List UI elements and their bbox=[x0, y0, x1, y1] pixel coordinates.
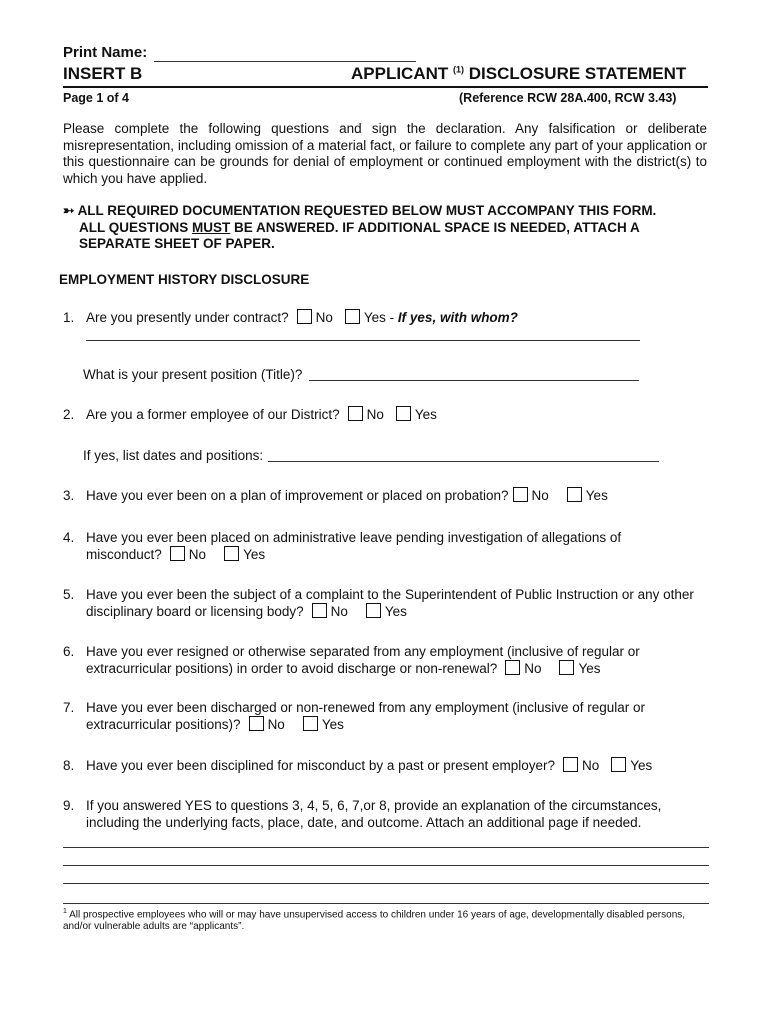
q7-no-checkbox[interactable] bbox=[249, 716, 264, 731]
question-text: If yes, list dates and positions: bbox=[83, 448, 264, 463]
notice-block bbox=[63, 203, 656, 253]
question-number: 9. bbox=[63, 798, 75, 813]
question-number: 6. bbox=[63, 644, 75, 659]
no-label: No bbox=[524, 661, 542, 676]
print-name-label: Print Name: bbox=[63, 44, 148, 61]
question-number: 3. bbox=[63, 488, 75, 503]
question-text-cont: extracurricular positions)? bbox=[86, 717, 241, 732]
section-title: EMPLOYMENT HISTORY DISCLOSURE bbox=[59, 272, 310, 287]
question-1b bbox=[83, 366, 302, 383]
yes-label: Yes bbox=[321, 717, 344, 732]
q3-no-checkbox[interactable] bbox=[513, 487, 528, 502]
notice-line2a: ALL QUESTIONS bbox=[79, 219, 193, 235]
q3-yes-checkbox[interactable] bbox=[567, 487, 582, 502]
no-label: No bbox=[315, 310, 333, 325]
q8-yes-checkbox[interactable] bbox=[611, 757, 626, 772]
question-text-cont: including the underlying facts, place, date, and outcome. Attach an additional page if needed. bbox=[86, 815, 642, 830]
question-text: What is your present position (Title)? bbox=[83, 367, 303, 382]
q8-no-checkbox[interactable] bbox=[563, 757, 578, 772]
question-text: Have you ever been the subject of a complaint to the Superintendent of Public Instruction or any other bbox=[86, 587, 694, 602]
q5-no-checkbox[interactable] bbox=[312, 603, 327, 618]
no-label: No bbox=[188, 547, 207, 562]
question-2b bbox=[83, 447, 263, 464]
footnote-mark: 1 bbox=[63, 908, 67, 915]
yes-label: Yes bbox=[578, 661, 601, 676]
q7-yes-checkbox[interactable] bbox=[303, 716, 318, 731]
question-text-cont: disciplinary board or licensing body? bbox=[86, 604, 304, 619]
q4-no-checkbox[interactable] bbox=[170, 546, 185, 561]
q1-follow-up: If yes, with whom? bbox=[397, 310, 518, 325]
no-label: No bbox=[330, 604, 348, 619]
title-suffix: DISCLOSURE STATEMENT bbox=[468, 64, 687, 83]
yes-label: Yes bbox=[243, 547, 266, 562]
q5-yes-checkbox[interactable] bbox=[366, 603, 381, 618]
yes-label: Yes bbox=[630, 758, 653, 773]
notice-line3: SEPARATE SHEET OF PAPER. bbox=[79, 236, 275, 251]
title-prefix: APPLICANT bbox=[351, 64, 449, 83]
q1-dash: - bbox=[385, 310, 398, 325]
q2-yes-checkbox[interactable] bbox=[396, 406, 411, 421]
page-number: Page 1 of 4 bbox=[63, 91, 129, 105]
yes-label: Yes bbox=[414, 407, 437, 422]
question-text-cont: extracurricular positions) in order to avoid discharge or non-renewal? bbox=[86, 661, 498, 676]
no-label: No bbox=[267, 717, 285, 732]
footnote bbox=[63, 906, 713, 933]
page-title bbox=[351, 64, 686, 84]
footnote-line2: and/or vulnerable adults are “applicants”. bbox=[63, 921, 245, 933]
explanation-line-2[interactable] bbox=[63, 865, 709, 866]
explanation-line-3[interactable] bbox=[63, 883, 709, 884]
no-label: No bbox=[531, 488, 549, 503]
question-text: Have you ever been disciplined for misconduct by a past or present employer? bbox=[86, 758, 555, 773]
title-footnote-ref: (1) bbox=[453, 64, 465, 75]
title-answer-line[interactable] bbox=[309, 380, 639, 381]
question-text: Are you presently under contract? bbox=[86, 310, 289, 325]
q4-yes-checkbox[interactable] bbox=[224, 546, 239, 561]
header-rule bbox=[63, 86, 708, 88]
yes-label: Yes bbox=[384, 604, 407, 619]
reference: (Reference RCW 28A.400, RCW 3.43) bbox=[459, 91, 677, 105]
question-number: 2. bbox=[63, 407, 75, 422]
footnote-line1: All prospective employees who will or may have unsupervised access to children under 16 years of age, developmentally disabled persons, bbox=[69, 909, 686, 921]
question-number: 8. bbox=[63, 758, 75, 773]
question-text: Have you ever resigned or otherwise separated from any employment (inclusive of regular or bbox=[86, 644, 640, 659]
question-number: 1. bbox=[63, 310, 75, 325]
yes-label: Yes bbox=[585, 488, 608, 503]
dates-answer-line[interactable] bbox=[268, 461, 659, 462]
question-text-cont: misconduct? bbox=[86, 547, 162, 562]
question-text: Have you ever been on a plan of improvement or placed on probation? bbox=[86, 488, 509, 503]
notice-line1: ALL REQUIRED DOCUMENTATION REQUESTED BELOW MUST ACCOMPANY THIS FORM. bbox=[77, 203, 657, 218]
footnote-rule bbox=[63, 903, 709, 904]
explanation-line-1[interactable] bbox=[63, 847, 709, 848]
q1-answer-line[interactable] bbox=[86, 340, 640, 341]
print-name-field[interactable] bbox=[154, 61, 416, 62]
question-text: If you answered YES to questions 3, 4, 5, 6, 7,or 8, provide an explanation of the circumstances, bbox=[86, 798, 662, 813]
question-number: 5. bbox=[63, 587, 75, 602]
q6-yes-checkbox[interactable] bbox=[559, 660, 574, 675]
question-text: Are you a former employee of our District? bbox=[86, 407, 340, 422]
arrow-icon: ➳ bbox=[63, 203, 75, 218]
q2-no-checkbox[interactable] bbox=[348, 406, 363, 421]
yes-label: Yes bbox=[363, 310, 386, 325]
q1-no-checkbox[interactable] bbox=[297, 309, 312, 324]
question-number: 4. bbox=[63, 530, 75, 545]
q1-yes-checkbox[interactable] bbox=[345, 309, 360, 324]
no-label: No bbox=[582, 758, 600, 773]
intro-paragraph: Please complete the following questions and sign the declaration. Any falsification or deliberate misrepresentation, including omission of a material fact, or failure to complete any part of your application or this questionnaire can be grounds for denial of employment or continued employment with the district(s) to which you have applied. bbox=[63, 121, 707, 186]
notice-line2b: BE ANSWERED. IF ADDITIONAL SPACE IS NEEDED, ATTACH A bbox=[230, 219, 640, 235]
question-number: 7. bbox=[63, 700, 75, 715]
insert-label: INSERT B bbox=[63, 64, 143, 83]
question-text: Have you ever been discharged or non-renewed from any employment (inclusive of regular or bbox=[86, 700, 646, 715]
notice-must: MUST bbox=[192, 219, 231, 235]
q6-no-checkbox[interactable] bbox=[505, 660, 520, 675]
no-label: No bbox=[366, 407, 384, 422]
question-text: Have you ever been placed on administrative leave pending investigation of allegations of bbox=[86, 530, 622, 545]
